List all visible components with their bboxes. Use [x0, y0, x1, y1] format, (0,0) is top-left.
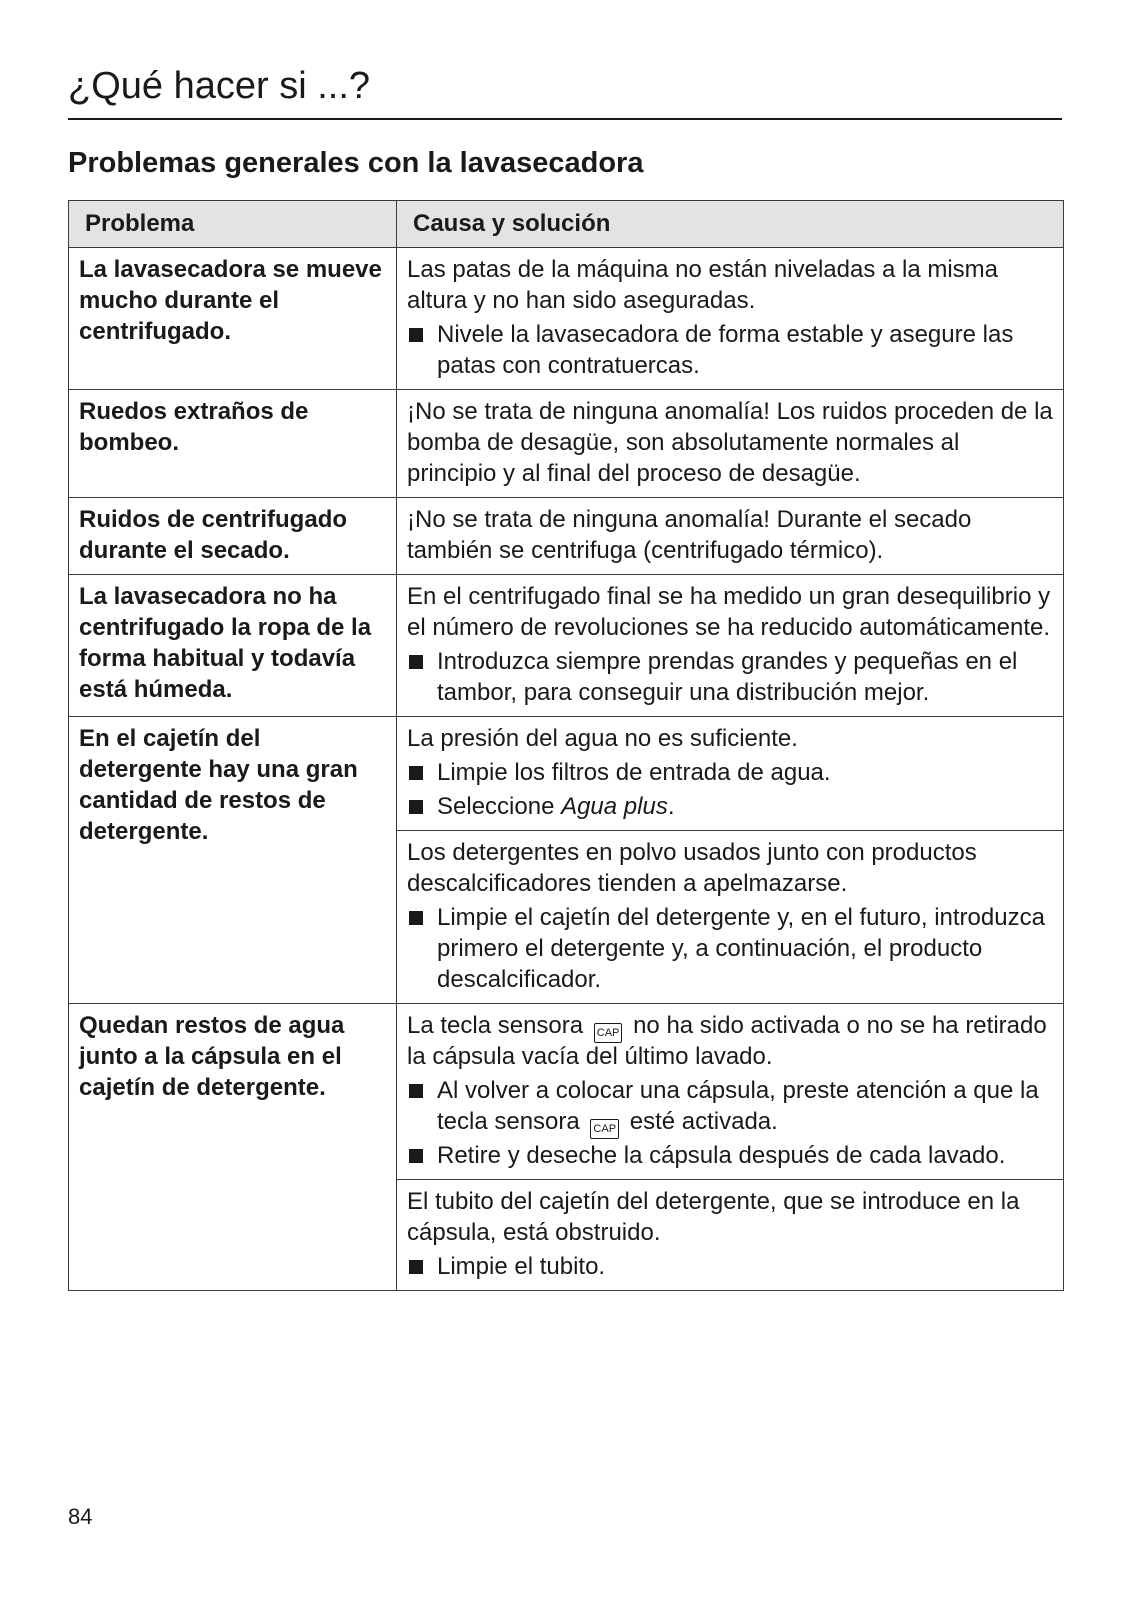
problem-cell: La lavasecadora no ha centrifugado la ropa de la forma habitual y todavía está húmeda. [69, 575, 397, 717]
cause-text-after-icon: no ha sido activada o no se ha retirado la cápsula vacía del último lavado. [407, 1012, 1047, 1070]
cause-text: ¡No se trata de ninguna anomalía! Los ruidos proceden de la bomba de desagüe, son absolutamente normales al principio y al final del proceso de desagüe. [407, 398, 1053, 487]
cause-text-before-icon: La tecla sensora [407, 1012, 590, 1039]
square-bullet-icon [409, 328, 423, 342]
problem-cell: Quedan restos de agua junto a la cápsula en el cajetín de detergente. [69, 1004, 397, 1291]
table-row [69, 248, 1064, 390]
solution-item [407, 791, 1053, 822]
solution-text-after-icon: esté activada. [623, 1108, 778, 1135]
cause-text: En el centrifugado final se ha medido un gran desequilibrio y el número de revoluciones se ha reducido automáticamente. [407, 583, 1051, 641]
table-header-row [69, 201, 1064, 248]
table-row [69, 1004, 1064, 1180]
problem-cell: La lavasecadora se mueve mucho durante el centrifugado. [69, 248, 397, 390]
solution-item [407, 1251, 1053, 1282]
table-row [69, 717, 1064, 831]
square-bullet-icon [409, 1260, 423, 1274]
column-header-cause: Causa y solución [397, 201, 1064, 248]
cause-text [407, 1010, 1053, 1072]
solution-item [407, 646, 1053, 708]
solution-text-before-icon: Al volver a colocar una cápsula, preste atención a que la tecla sensora [437, 1077, 1039, 1135]
program-option-name: Agua plus [561, 793, 668, 820]
problem-cell: En el cajetín del detergente hay una gran cantidad de restos de detergente. [69, 717, 397, 1004]
cause-cell [397, 390, 1064, 498]
page-number: 84 [68, 1504, 93, 1529]
column-header-problem: Problema [69, 201, 397, 248]
cause-cell [397, 717, 1064, 831]
solution-item [407, 1075, 1053, 1137]
solution-text: Limpie los filtros de entrada de agua. [437, 759, 831, 786]
cause-cell [397, 1180, 1064, 1291]
cap-sensor-key-icon: CAP [594, 1023, 623, 1043]
table-row [69, 390, 1064, 498]
solution-item [407, 319, 1053, 381]
table-row [69, 575, 1064, 717]
solution-text: Introduzca siempre prendas grandes y pequeñas en el tambor, para conseguir una distribución mejor. [437, 648, 1018, 706]
troubleshooting-table [68, 200, 1064, 1291]
cause-cell [397, 498, 1064, 575]
cause-cell [397, 575, 1064, 717]
square-bullet-icon [409, 800, 423, 814]
table-row [69, 498, 1064, 575]
solution-text: Limpie el cajetín del detergente y, en el futuro, introduzca primero el detergente y, a continuación, el producto descalcificador. [437, 904, 1045, 993]
section-title: Problemas generales con la lavasecadora [68, 147, 644, 179]
cause-text: Los detergentes en polvo usados junto con productos descalcificadores tienden a apelmazarse. [407, 839, 977, 897]
cause-text: La presión del agua no es suficiente. [407, 725, 798, 752]
solution-text: Retire y deseche la cápsula después de cada lavado. [437, 1142, 1006, 1169]
title-divider [68, 118, 1062, 120]
solution-text: Limpie el tubito. [437, 1253, 606, 1280]
problem-cell: Ruedos extraños de bombeo. [69, 390, 397, 498]
cause-cell [397, 831, 1064, 1004]
solution-item [407, 902, 1053, 995]
solution-text: Nivele la lavasecadora de forma estable y asegure las patas con contratuercas. [437, 321, 1014, 379]
square-bullet-icon [409, 1084, 423, 1098]
solution-item [407, 757, 1053, 788]
page-title: ¿Qué hacer si ...? [68, 65, 371, 107]
square-bullet-icon [409, 911, 423, 925]
cause-text: Las patas de la máquina no están niveladas a la misma altura y no han sido aseguradas. [407, 256, 999, 314]
cause-text: El tubito del cajetín del detergente, que se introduce en la cápsula, está obstruido. [407, 1188, 1020, 1246]
solution-text-prefix: Seleccione [437, 793, 562, 820]
square-bullet-icon [409, 1149, 423, 1163]
square-bullet-icon [409, 766, 423, 780]
solution-item [407, 1140, 1053, 1171]
cap-sensor-key-icon: CAP [590, 1119, 619, 1139]
cause-cell [397, 248, 1064, 390]
solution-text-suffix: . [667, 793, 675, 820]
cause-cell [397, 1004, 1064, 1180]
problem-cell: Ruidos de centrifugado durante el secado. [69, 498, 397, 575]
square-bullet-icon [409, 655, 423, 669]
cause-text: ¡No se trata de ninguna anomalía! Durante el secado también se centrifuga (centrifugado térmico). [407, 506, 972, 564]
